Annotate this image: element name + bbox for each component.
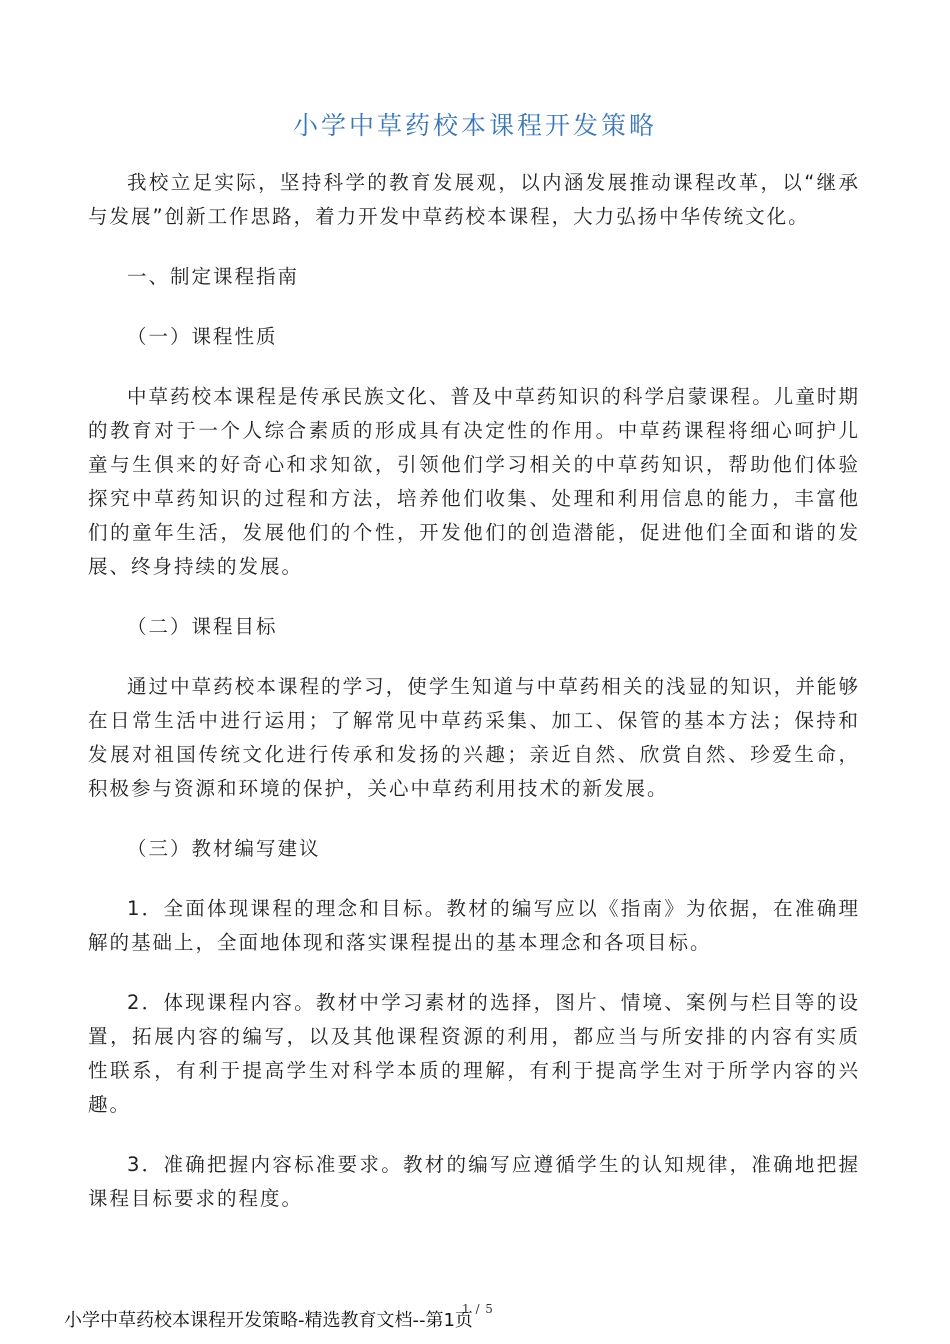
paragraph-goals: 通过中草药校本课程的学习，使学生知道与中草药相关的浅显的知识，并能够在日常生活中进行运用；了解常见中草药采集、加工、保管的基本方法；保持和发展对祖国传统文化进行传承和发扬的兴趣；亲近自然、欣赏自然、珍爱生命，积极参与资源和环境的保护，关心中草药利用技术的新发展。 [88, 675, 860, 800]
paragraph-suggestion-3: 3．准确把握内容标准要求。教材的编写应遵循学生的认知规律，准确地把握课程目标要求的程度。 [88, 1153, 860, 1210]
section-heading-1: 一、制定课程指南 [127, 265, 300, 288]
subsection-heading-nature: （一）课程性质 [127, 325, 278, 348]
document-body [88, 166, 860, 1242]
paragraph-suggestion-1: 1．全面体现课程的理念和目标。教材的编写应以《指南》为依据，在准确理解的基础上，全面地体现和落实课程提出的基本理念和各项目标。 [88, 897, 860, 954]
page-indicator: 1 / 5 [462, 1302, 494, 1316]
subsection-heading-textbook: （三）教材编写建议 [127, 837, 321, 860]
page-footer: 小学中草药校本课程开发策略-精选教育文档--第1页 [64, 1310, 473, 1331]
intro-paragraph: 我校立足实际，坚持科学的教育发展观，以内涵发展推动课程改革，以“继承与发展”创新工作思路，着力开发中草药校本课程，大力弘扬中华传统文化。 [88, 171, 860, 228]
paragraph-suggestion-2: 2．体现课程内容。教材中学习素材的选择，图片、情境、案例与栏目等的设置，拓展内容的编写，以及其他课程资源的利用，都应当与所安排的内容有实质性联系，有利于提高学生对科学本质的理解，有利于提高学生对于所学内容的兴趣。 [88, 991, 860, 1116]
subsection-heading-goals: （二）课程目标 [127, 615, 278, 638]
paragraph-nature: 中草药校本课程是传承民族文化、普及中草药知识的科学启蒙课程。儿童时期的教育对于一个人综合素质的形成具有决定性的作用。中草药课程将细心呵护儿童与生俱来的好奇心和求知欲，引领他们学习相关的中草药知识，帮助他们体验探究中草药知识的过程和方法，培养他们收集、处理和利用信息的能力，丰富他们的童年生活，发展他们的个性，开发他们的创造潜能，促进他们全面和谐的发展、终身持续的发展。 [88, 385, 860, 578]
document-title: 小学中草药校本课程开发策略 [292, 111, 657, 140]
